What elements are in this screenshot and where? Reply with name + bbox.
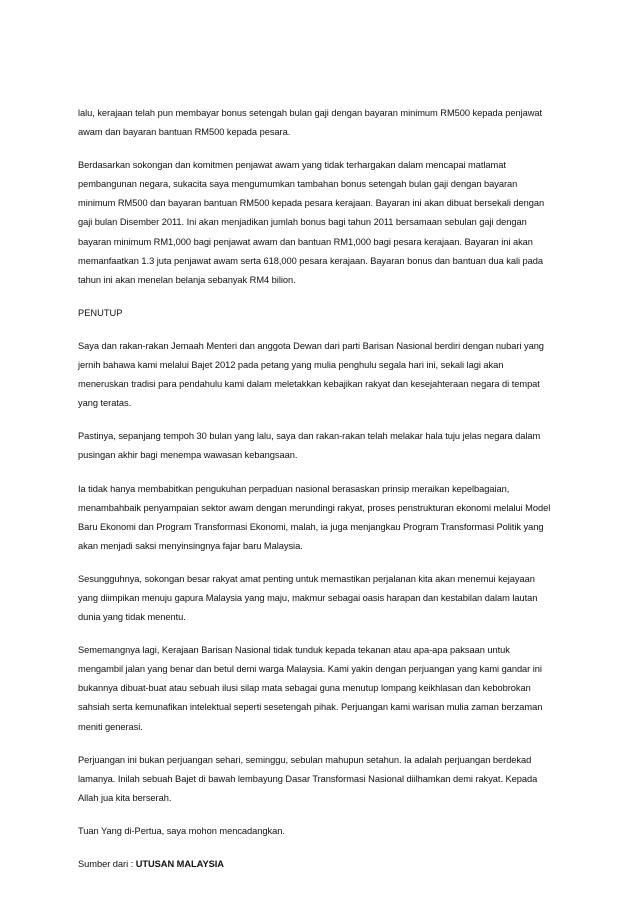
paragraph-closing-5 bbox=[78, 641, 573, 736]
text-line: tahun ini akan menelan belanja sebanyak RM4 bilion. bbox=[78, 274, 296, 285]
source-attribution bbox=[78, 855, 573, 874]
paragraph-closing-2 bbox=[78, 427, 573, 465]
source-label: Sumber dari : bbox=[78, 859, 136, 869]
text-line: Berdasarkan sokongan dan komitmen penjawat awam yang tidak terhargakan dalam mencapai matlamat bbox=[78, 160, 506, 171]
paragraph-closing-1 bbox=[78, 337, 573, 413]
text-line: gaji bulan Disember 2011. Ini akan menjadikan jumlah bonus bagi tahun 2011 bersamaan sebulan gaji dengan bbox=[78, 217, 527, 228]
text-line: akan menjadi saksi menyinsingnya fajar baru Malaysia. bbox=[78, 540, 303, 551]
text-line: pusingan akhir bagi menempa wawasan kebangsaan. bbox=[78, 450, 298, 461]
text-line: Tuan Yang di-Pertua, saya mohon mencadangkan. bbox=[78, 825, 285, 836]
paragraph-closing-4 bbox=[78, 570, 573, 627]
paragraph-bonus-intro bbox=[78, 104, 573, 142]
text-line: awam dan bayaran bantuan RM500 kepada pesara. bbox=[78, 127, 291, 138]
text-line: menambahbaik penyampaian sektor awam dengan merundingi rakyat, proses penstrukturan ekonomi melalui Model bbox=[78, 502, 551, 513]
section-heading-penutup: PENUTUP bbox=[78, 307, 123, 318]
text-line: memanfaatkan 1.3 juta penjawat awam serta 618,000 pesara kerajaan. Bayaran bonus dan bantuan dua kali pada bbox=[78, 255, 544, 266]
text-line: minimum RM500 dan bayaran bantuan RM500 kepada pesara kerajaan. Bayaran ini akan dibuat bersekali dengan bbox=[78, 198, 545, 209]
text-line: Saya dan rakan-rakan Jemaah Menteri dan anggota Dewan dari parti Barisan Nasional berdiri dengan nubari yang bbox=[78, 340, 544, 351]
document-page bbox=[78, 104, 573, 888]
text-line: jernih bahawa kami melalui Bajet 2012 pada petang yang mulia penghulu segala hari ini, sekali lagi akan bbox=[78, 360, 504, 371]
text-line: mengambil jalan yang benar dan betul demi warga Malaysia. Kami yakin dengan perjuangan yang kami gandar ini bbox=[78, 664, 542, 675]
paragraph-closing-7 bbox=[78, 822, 573, 841]
text-line: Ia tidak hanya membabitkan pengukuhan perpaduan nasional berasaskan prinsip meraikan kepelbagaian, bbox=[78, 483, 510, 494]
text-line: yang diimpikan menuju gapura Malaysia yang maju, makmur sebagai oasis harapan dan kestabilan dalam lautan bbox=[78, 592, 538, 603]
text-line: Sememangnya lagi, Kerajaan Barisan Nasional tidak tunduk kepada tekanan atau apa-apa paksaan untuk bbox=[78, 645, 510, 656]
text-line: meniti generasi. bbox=[78, 721, 143, 732]
text-line: bukannya dibuat-buat atau sebuah ilusi silap mata sebagai guna menutup lompang keikhlasan dan kebobrokan bbox=[78, 683, 531, 694]
text-line: pembangunan negara, sukacita saya mengumumkan tambahan bonus setengah bulan gaji dengan bayaran bbox=[78, 179, 518, 190]
text-line: bayaran minimum RM1,000 bagi penjawat awam dan bantuan RM1,000 bagi pesara kerajaan. Bayaran ini akan bbox=[78, 236, 533, 247]
text-line: Perjuangan ini bukan perjuangan sehari, seminggu, sebulan mahupun setahun. Ia adalah perjuangan berdekad bbox=[78, 754, 532, 765]
paragraph-closing-3 bbox=[78, 480, 573, 556]
text-line: dunia yang tidak menentu. bbox=[78, 612, 186, 623]
text-line: lamanya. Inilah sebuah Bajet di bawah lembayung Dasar Transformasi Nasional diilhamkan demi rakyat. Kepada bbox=[78, 773, 538, 784]
text-line: Pastinya, sepanjang tempoh 30 bulan yang lalu, saya dan rakan-rakan telah melakar hala tuju jelas negara dalam bbox=[78, 431, 541, 442]
text-line: Baru Ekonomi dan Program Transformasi Ekonomi, malah, ia juga menjangkau Program Transformasi Politik yang bbox=[78, 521, 544, 532]
source-name: UTUSAN MALAYSIA bbox=[135, 859, 224, 869]
paragraph-closing-6 bbox=[78, 751, 573, 808]
paragraph-bonus-announcement bbox=[78, 156, 573, 290]
text-line: sahsiah serta kemunafikan intelektual seperti sesetengah pihak. Perjuangan kami warisan mulia zaman berzaman bbox=[78, 702, 543, 713]
text-line: Allah jua kita berserah. bbox=[78, 792, 172, 803]
text-line: Sesungguhnya, sokongan besar rakyat amat penting untuk memastikan perjalanan kita akan menemui kejayaan bbox=[78, 573, 535, 584]
text-line: yang teratas. bbox=[78, 398, 132, 409]
text-line: meneruskan tradisi para pendahulu kami dalam meletakkan kebajikan rakyat dan kesejahteraan negara di tempat bbox=[78, 379, 540, 390]
text-line: lalu, kerajaan telah pun membayar bonus setengah bulan gaji dengan bayaran minimum RM500 kepada penjawat bbox=[78, 108, 543, 118]
